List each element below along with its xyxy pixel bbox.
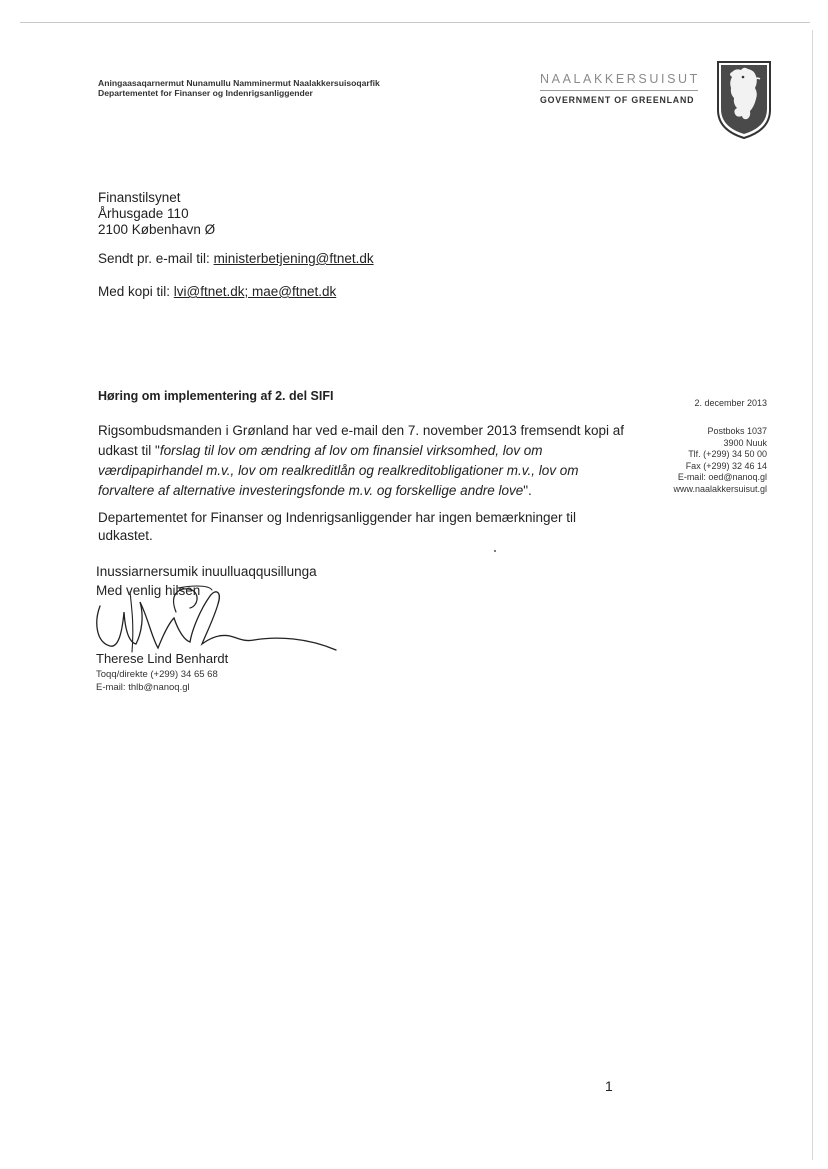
polar-bear-coat-of-arms-icon: [716, 60, 772, 140]
logo-divider: [540, 90, 698, 91]
copy-to-label: Med kopi til:: [98, 284, 174, 299]
closing-danish: Med venlig hilsen: [96, 583, 201, 598]
scan-edge-top: [20, 22, 810, 23]
body-paragraph-2: Departementet for Finanser og Indenrigsanliggender har ingen bemærkninger til udkastet.: [98, 510, 577, 543]
department-name-greenlandic: Aningaasaqarnermut Nunamullu Namminermut Naalakkersuisoqarfik: [98, 78, 380, 88]
scan-edge-right: [812, 30, 813, 1160]
sender-city: 3900 Nuuk: [723, 437, 767, 448]
recipient-street: Århusgade 110: [98, 206, 189, 221]
body-paragraph-1-start: Rigsombudsmanden i Grønland har ved e-mail den 7. november 2013 fremsendt kopi af udkast til ": [98, 423, 625, 458]
recipient-city: 2100 København Ø: [98, 222, 216, 237]
recipient-name: Finanstilsynet: [98, 190, 181, 205]
department-header: [98, 78, 380, 98]
scan-speck: [494, 550, 496, 552]
sender-website: www.naalakkersuisut.gl: [673, 483, 767, 494]
body-paragraph-1-bill-title: forslag til lov om ændring af lov om finansiel virksomhed, lov om værdipapirhandel m.v., lov om realkreditlån og realkreditobligationer m.v., lov om forvaltere af alternative investeringsfonde m.v. og forskellige andre love: [98, 443, 579, 498]
sender-fax: Fax (+299) 32 46 14: [685, 460, 767, 471]
sender-email: E-mail: oed@nanoq.gl: [677, 472, 767, 482]
signer-direct-phone: Toqq/direkte (+299) 34 65 68: [96, 669, 218, 680]
letter-date: 2. december 2013: [694, 398, 767, 408]
signer-name: Therese Lind Benhardt: [96, 651, 229, 666]
government-name-english: GOVERNMENT OF GREENLAND: [540, 95, 695, 105]
body-paragraph-1: [98, 421, 638, 501]
closing-greenlandic: Inussiarnersumik inuulluaqqusillunga: [96, 564, 317, 579]
letter-subject: Høring om implementering af 2. del SIFI: [98, 389, 334, 403]
page-number: 1: [605, 1078, 613, 1094]
signer-email: E-mail: thlb@nanoq.gl: [96, 681, 190, 693]
government-name-greenlandic: NAALAKKERSUISUT: [540, 72, 700, 86]
copy-to-line: [98, 284, 336, 299]
government-logo: [540, 72, 698, 105]
recipient-address: [98, 190, 215, 238]
sent-to-email-link[interactable]: ministerbetjening@ftnet.dk: [213, 251, 374, 266]
sender-phone: Tlf. (+299) 34 50 00: [688, 449, 767, 459]
sender-postbox: Postboks 1037: [707, 426, 767, 436]
signer-contact: [96, 669, 218, 694]
sent-to-label: Sendt pr. e-mail til:: [98, 251, 214, 266]
sent-to-line: [98, 251, 374, 266]
copy-to-email-links[interactable]: lvi@ftnet.dk; mae@ftnet.dk: [173, 284, 337, 299]
body-paragraph-1-end: ".: [523, 483, 532, 498]
department-name-danish: Departementet for Finanser og Indenrigsanliggender: [98, 88, 313, 98]
sender-contact-block: [620, 426, 767, 495]
